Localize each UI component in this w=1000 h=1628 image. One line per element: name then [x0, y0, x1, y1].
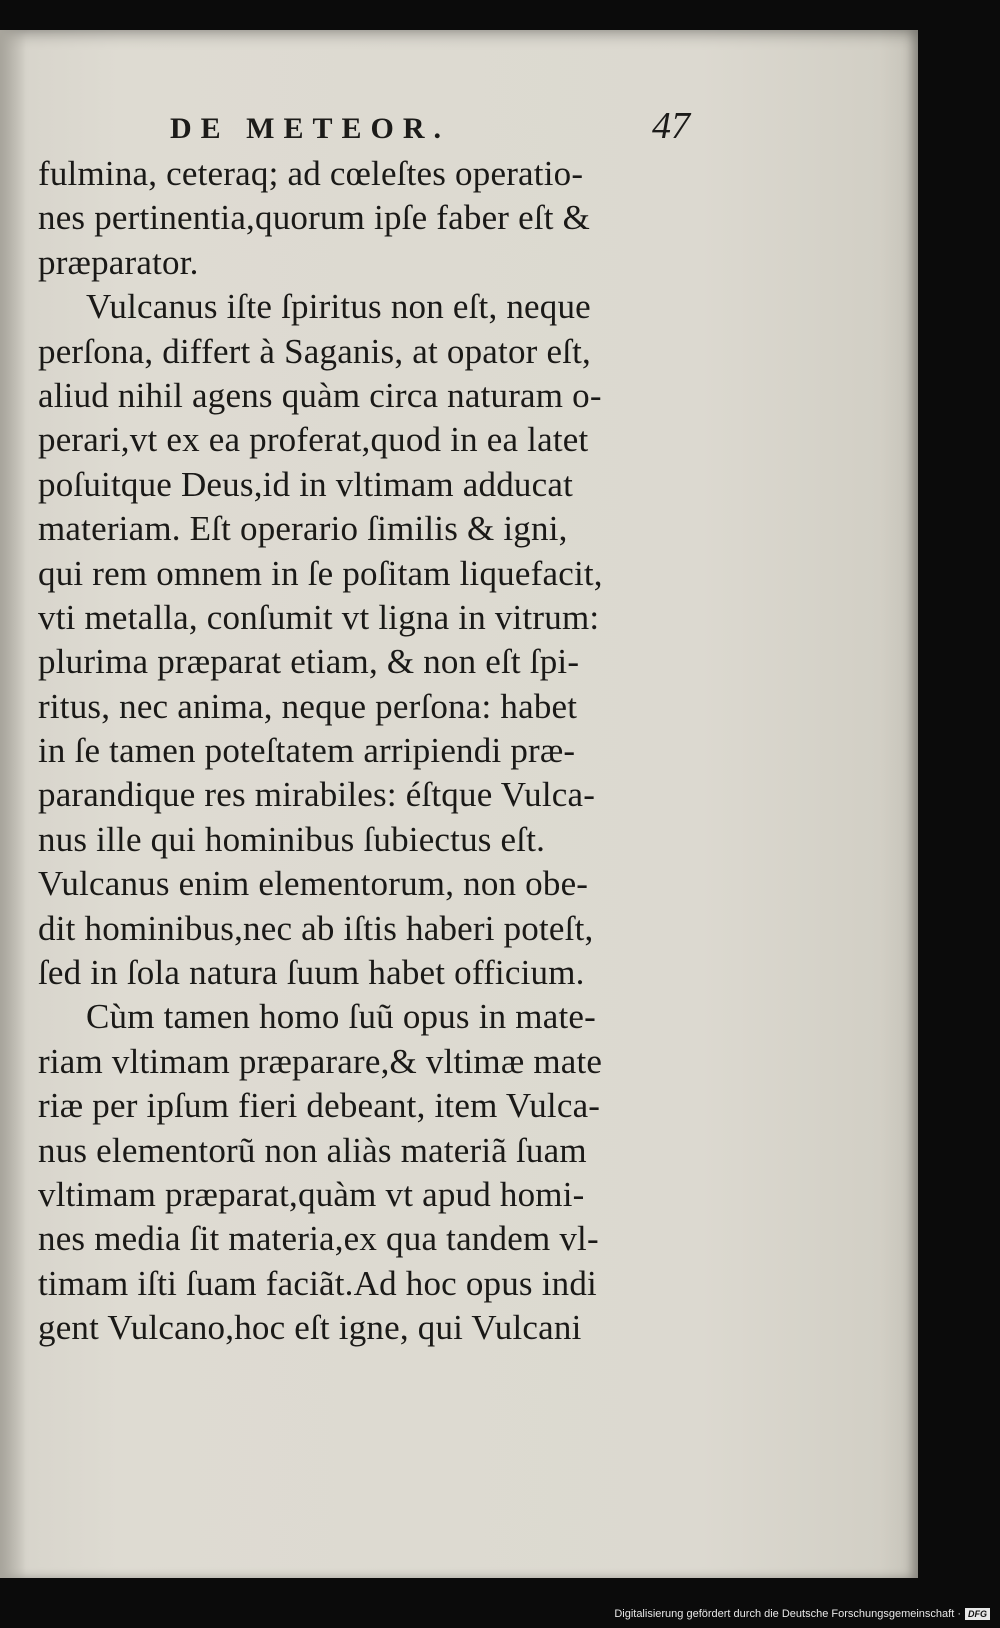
credit-text: Digitalisierung gefördert durch die Deutsche Forschungsgemeinschaft · — [614, 1608, 961, 1620]
text-line: timam iſti ſuam faciãt.Ad hoc opus indi — [38, 1263, 597, 1303]
text-line: materiam. Eſt operario ſimilis & igni, — [38, 509, 568, 549]
text-line: riæ per ipſum fieri debeant, item Vulca- — [38, 1086, 601, 1126]
text-line: vltimam præparat,quàm vt apud homi- — [38, 1174, 585, 1214]
running-title: DE METEOR. — [170, 112, 451, 145]
text-line: Vulcanus iſte ſpiritus non eſt, neque — [86, 287, 591, 327]
text-line: Cùm tamen homo ſuũ opus in mate- — [86, 997, 596, 1037]
text-line: nes pertinentia,quorum ipſe faber eſt & — [38, 198, 591, 238]
text-line: in ſe tamen poteſtatem arripiendi præ- — [38, 731, 576, 771]
text-line: ſed in ſola natura ſuum habet officium. — [38, 953, 585, 993]
text-line: parandique res mirabiles: éſtque Vulca- — [38, 775, 596, 815]
text-line: nus elementorũ non aliàs materiã ſuam — [38, 1130, 587, 1170]
page-number: 47 — [652, 105, 690, 147]
text-line: nus ille qui hominibus ſubiectus eſt. — [38, 819, 546, 859]
text-line: riam vltimam præparare,& vltimæ mate — [38, 1041, 603, 1081]
page-header — [170, 105, 690, 152]
text-line: vti metalla, conſumit vt ligna in vitrum: — [38, 597, 600, 637]
text-line: perari,vt ex ea proferat,quod in ea latet — [38, 420, 589, 460]
text-line: fulmina, ceteraq; ad cœleſtes operatio- — [38, 154, 584, 193]
text-line: qui rem omnem in ſe poſitam liquefacit, — [38, 553, 603, 593]
text-line: ritus, nec anima, neque perſona: habet — [38, 686, 578, 726]
text-line: poſuitque Deus,id in vltimam adducat — [38, 464, 574, 504]
text-line: plurima præparat etiam, & non eſt ſpi- — [38, 642, 580, 682]
digitization-credit — [614, 1608, 990, 1620]
text-line: gent Vulcano,hoc eſt igne, qui Vulcani — [38, 1308, 582, 1348]
page-gutter-shadow — [0, 30, 26, 1578]
text-line: Vulcanus enim elementorum, non obe- — [38, 864, 589, 904]
body-text — [38, 152, 708, 1351]
text-line: dit hominibus,nec ab iſtis haberi poteſt, — [38, 908, 594, 948]
dfg-logo: DFG — [965, 1608, 990, 1620]
text-line: aliud nihil agens quàm circa naturam o- — [38, 375, 602, 415]
text-line: perſona, differt à Saganis, at opator eſt, — [38, 331, 591, 371]
text-line: nes media ſit materia,ex qua tandem vl- — [38, 1219, 599, 1259]
text-line: præparator. — [38, 242, 199, 282]
